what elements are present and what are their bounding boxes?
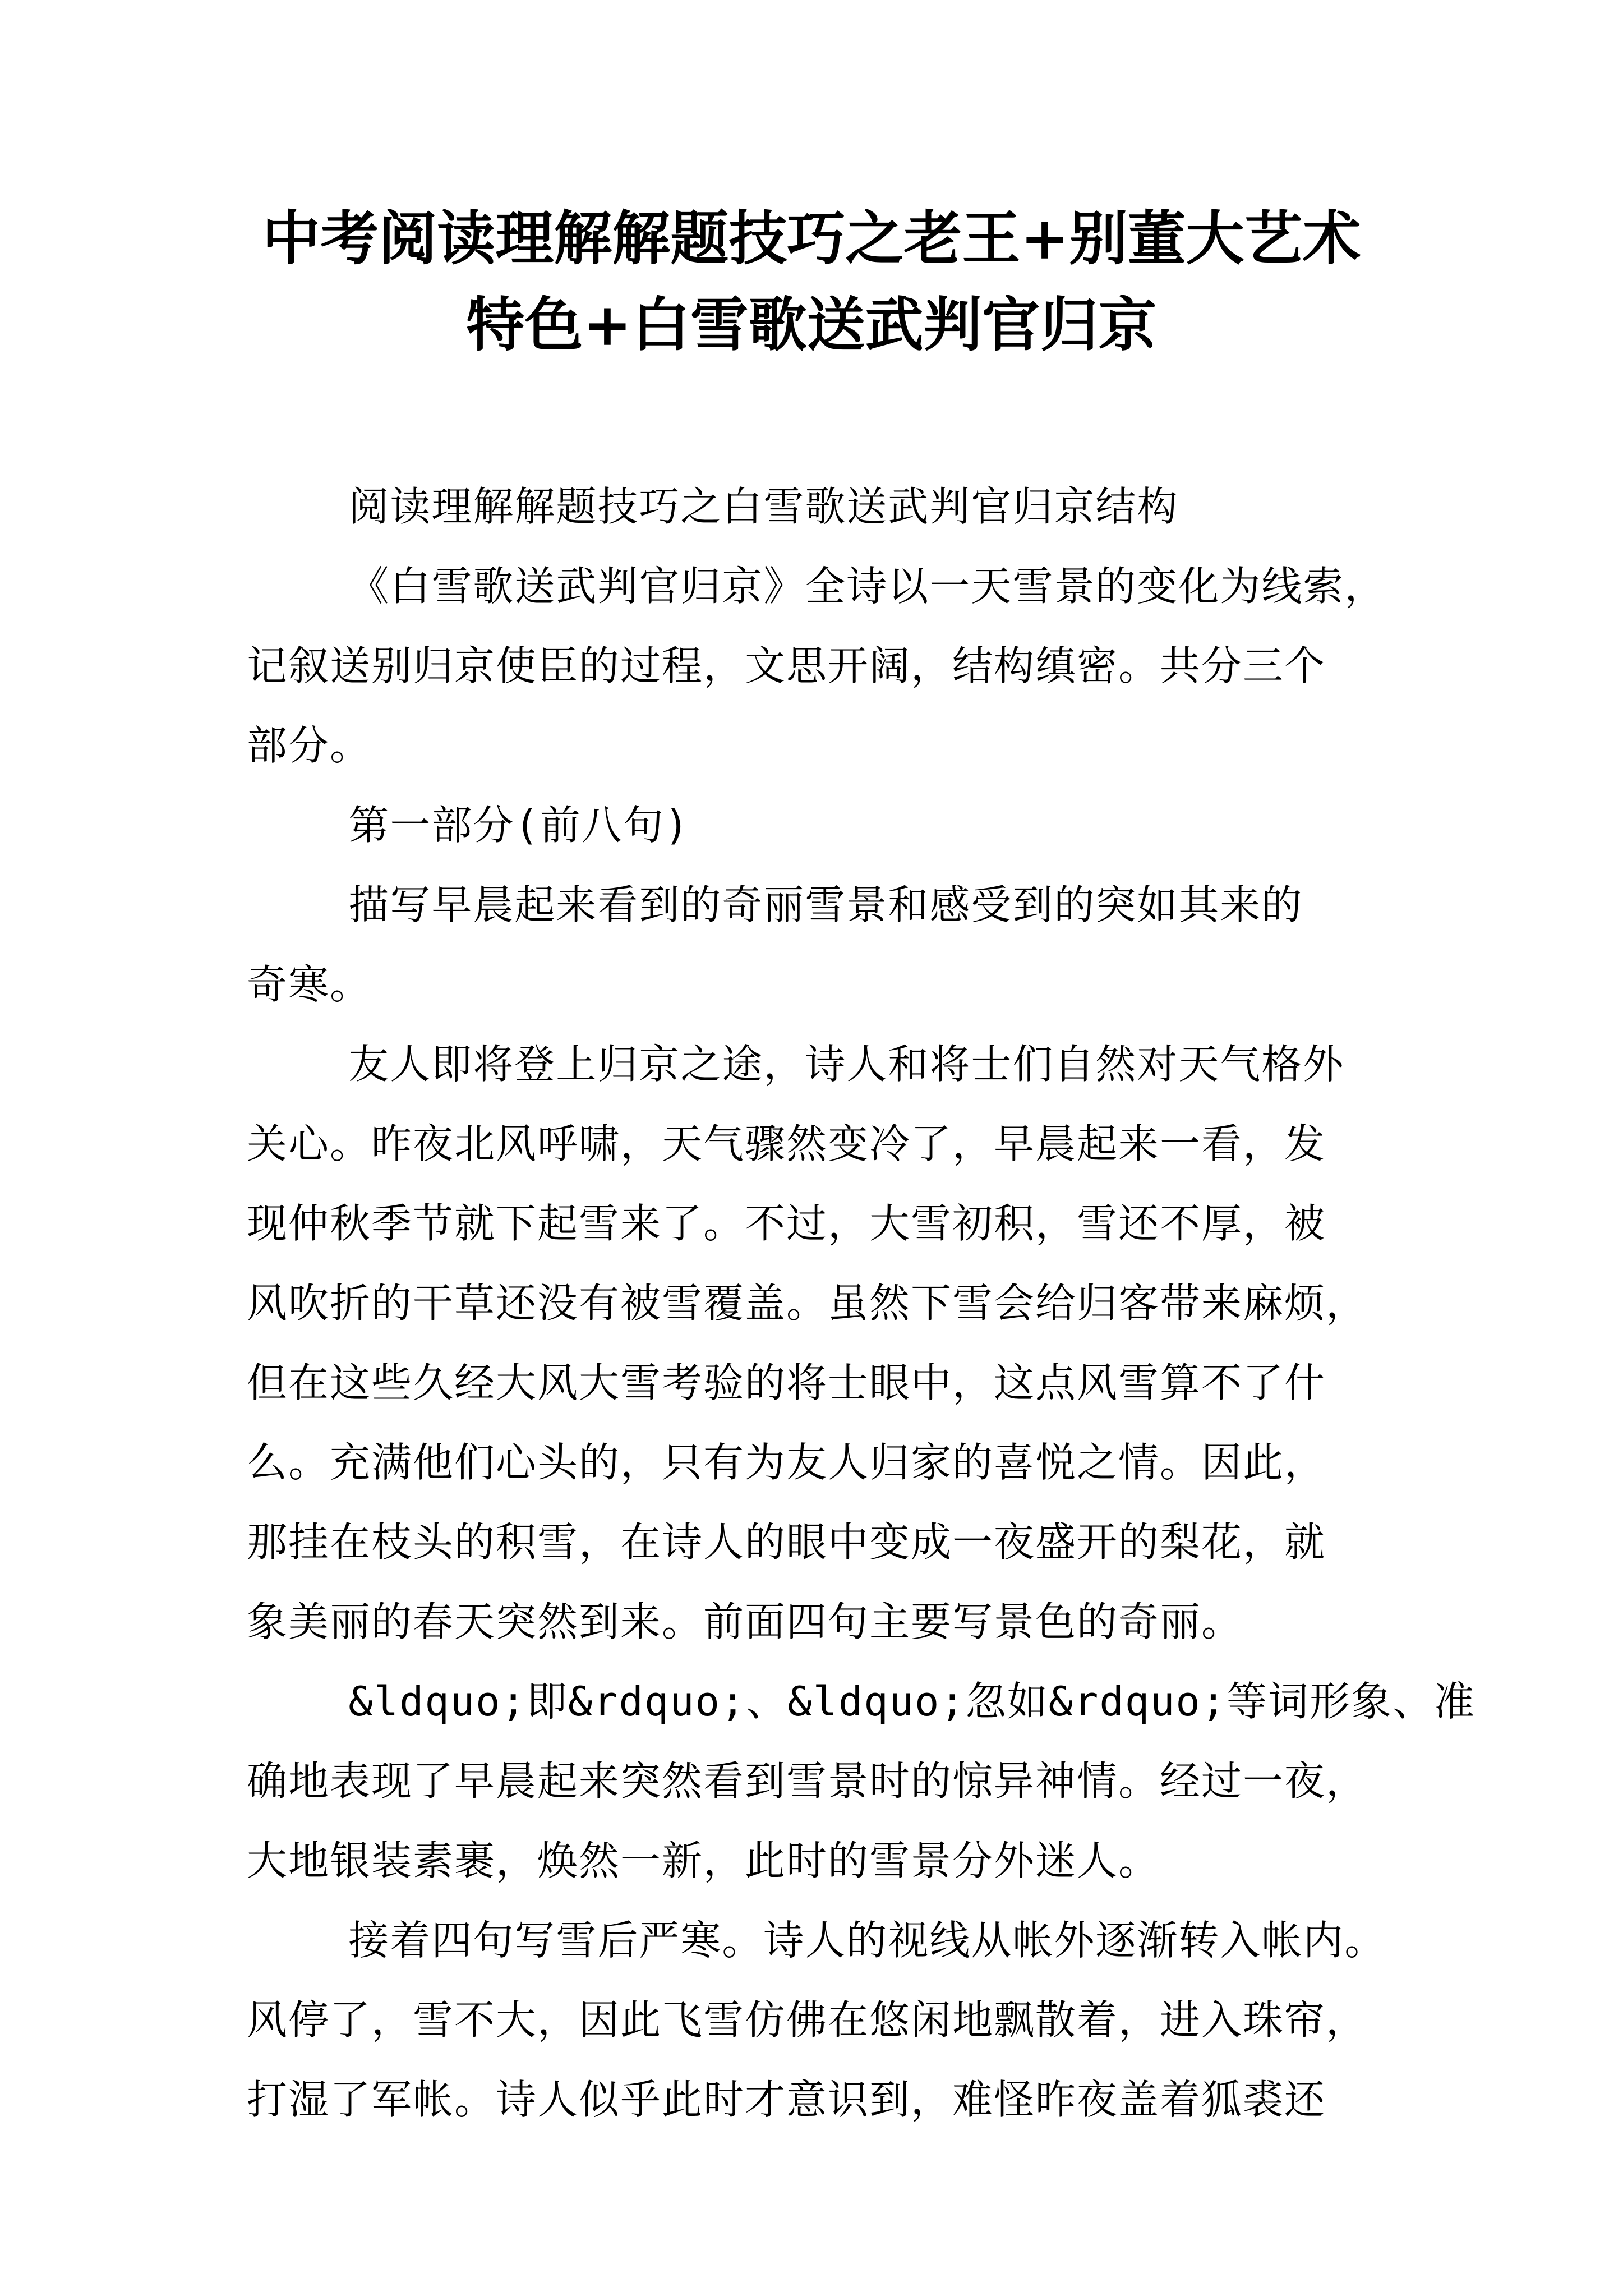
document-title	[247, 195, 1376, 368]
body-line: 风停了，雪不大，因此飞雪仿佛在悠闲地飘散着，进入珠帘，	[247, 1996, 1368, 2044]
body-line: 象美丽的春天突然到来。前面四句主要写景色的奇丽。	[247, 1598, 1243, 1645]
body-line: 么。充满他们心头的，只有为友人归家的喜悦之情。因此，	[247, 1439, 1326, 1486]
title-line-1: 中考阅读理解解题技巧之老王+别董大艺术	[262, 204, 1361, 273]
body-line: 第一部分(前八句)	[247, 802, 690, 849]
body-line: 打湿了军帐。诗人似乎此时才意识到，难怪昨夜盖着狐裘还	[247, 2076, 1326, 2123]
body-line: 描写早晨起来看到的奇丽雪景和感受到的突如其来的	[247, 881, 1303, 928]
body-line: 部分。	[247, 722, 372, 769]
body-line: 现仲秋季节就下起雪来了。不过，大雪初积，雪还不厚，被	[247, 1200, 1326, 1247]
title-line-2: 特色+白雪歌送武判官归京	[466, 290, 1157, 359]
body-line: 友人即将登上归京之途，诗人和将士们自然对天气格外	[247, 1041, 1345, 1088]
body-line: 阅读理解解题技巧之白雪歌送武判官归京结构	[247, 483, 1179, 530]
body-line: 记叙送别归京使臣的过程，文思开阔，结构缜密。共分三个	[247, 642, 1326, 689]
body-line: &ldquo;即&rdquo;、&ldquo;忽如&rdquo;等词形象、准	[247, 1678, 1476, 1725]
body-line: 确地表现了早晨起来突然看到雪景时的惊异神情。经过一夜，	[247, 1757, 1368, 1805]
body-line: 关心。昨夜北风呼啸，天气骤然变冷了，早晨起来一看，发	[247, 1120, 1326, 1167]
body-line: 那挂在枝头的积雪，在诗人的眼中变成一夜盛开的梨花，就	[247, 1519, 1326, 1566]
body-line: 接着四句写雪后严寒。诗人的视线从帐外逐渐转入帐内。	[247, 1917, 1386, 1964]
body-line: 但在这些久经大风大雪考验的将士眼中，这点风雪算不了什	[247, 1359, 1326, 1406]
body-line: 奇寒。	[247, 961, 372, 1008]
body-line: 风吹折的干草还没有被雪覆盖。虽然下雪会给归客带来麻烦，	[247, 1280, 1368, 1327]
body-line: 大地银装素裹，焕然一新，此时的雪景分外迷人。	[247, 1837, 1160, 1884]
body-line: 《白雪歌送武判官归京》全诗以一天雪景的变化为线索，	[247, 563, 1386, 610]
document-body	[247, 467, 1476, 2139]
